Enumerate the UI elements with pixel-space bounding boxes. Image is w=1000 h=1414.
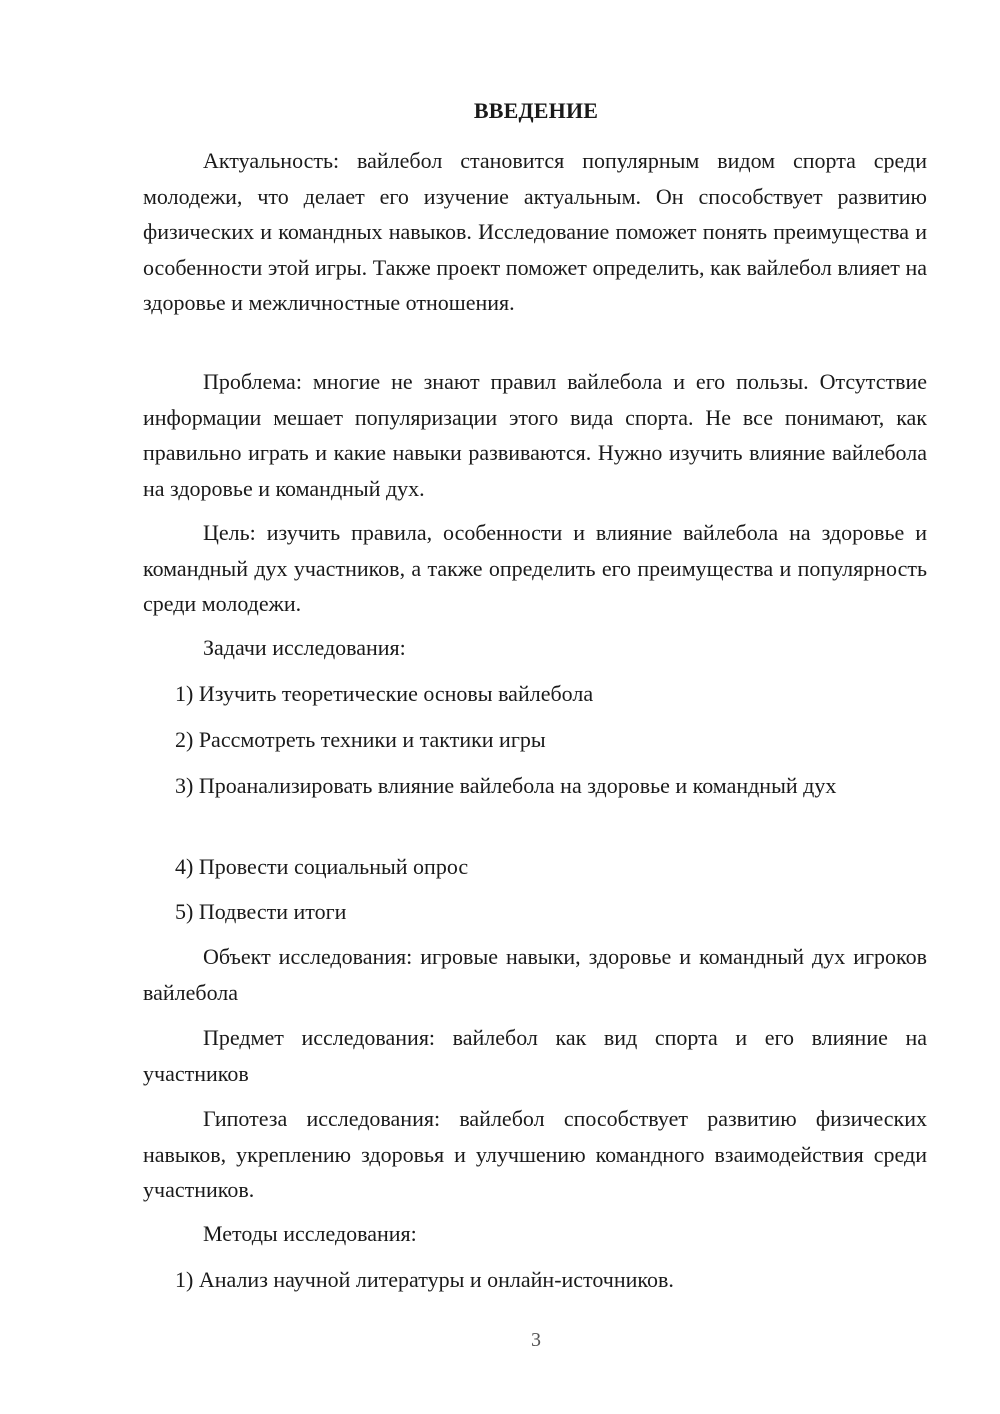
task-item-5: 5) Подвести итоги [175, 899, 347, 924]
tasks-heading: Задачи исследования: [203, 635, 406, 660]
methods-heading: Методы исследования: [203, 1221, 417, 1246]
paragraph-object: Объект исследования: игровые навыки, здоровье и командный дух игроков вайлебола [143, 944, 927, 1005]
task-item-3: 3) Проанализировать влияние вайлебола на здоровье и командный дух [175, 773, 837, 798]
paragraph-hypothesis: Гипотеза исследования: вайлебол способствует развитию физических навыков, укреплению здоровья и улучшению командного взаимодействия среди участников. [143, 1106, 927, 1202]
paragraph-subject: Предмет исследования: вайлебол как вид спорта и его влияние на участников [143, 1025, 927, 1086]
task-item-2: 2) Рассмотреть техники и тактики игры [175, 727, 546, 752]
paragraph-goal: Цель: изучить правила, особенности и влияние вайлебола на здоровье и командный дух участников, а также определить его преимущества и популярность среди молодежи. [143, 520, 927, 616]
method-item-1: 1) Анализ научной литературы и онлайн-источников. [175, 1267, 674, 1292]
task-item-4: 4) Провести социальный опрос [175, 854, 469, 879]
paragraph-relevance: Актуальность: вайлебол становится популярным видом спорта среди молодежи, что делает его изучение актуальным. Он способствует развитию физических и командных навыков. Исследование поможет понять преимущества и особенности этой игры. Также проект поможет определить, как вайлебол влияет на здоровье и межличностные отношения. [143, 148, 927, 315]
page-number: 3 [531, 1329, 541, 1351]
paragraph-problem: Проблема: многие не знают правил вайлебола и его пользы. Отсутствие информации мешает популяризации этого вида спорта. Не все понимают, как правильно играть и какие навыки развиваются. Нужно изучить влияние вайлебола на здоровье и командный дух. [143, 369, 927, 501]
section-title: ВВЕДЕНИЕ [473, 98, 599, 123]
task-item-1: 1) Изучить теоретические основы вайлебола [175, 681, 594, 706]
